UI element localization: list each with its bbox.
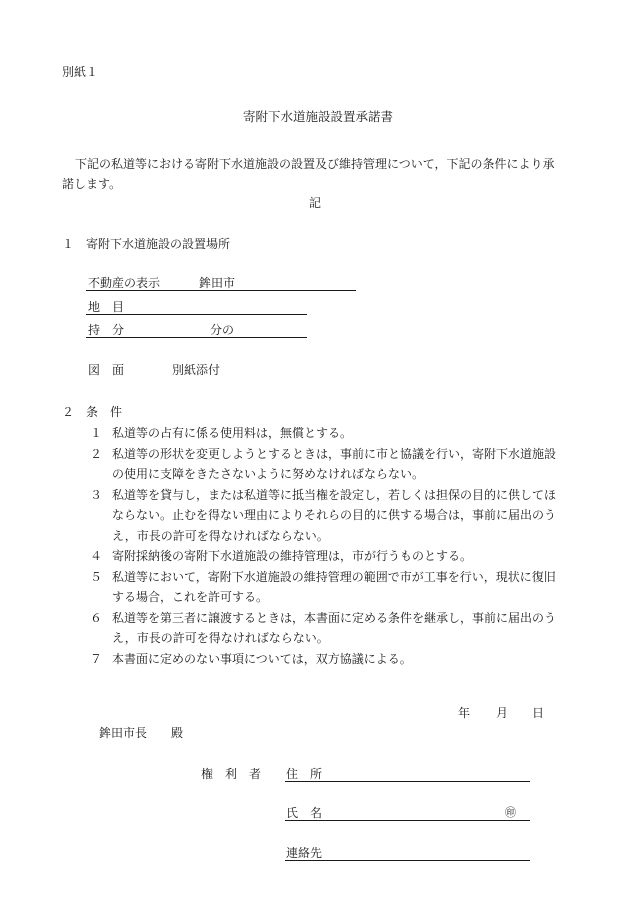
share-value: 分の — [210, 323, 235, 337]
ki-heading: 記 — [309, 196, 322, 210]
land-underline[interactable] — [86, 299, 307, 315]
attachment-label: 別紙１ — [62, 65, 99, 79]
land-label: 地 目 — [88, 300, 125, 314]
share-underline[interactable] — [86, 322, 307, 338]
condition-text-line: 本書面に定めのない事項については，双方協議による。 — [112, 651, 412, 666]
condition-text-line: 私道等の形状を変更しようとするときは，事前に市と協議を行い，寄附下水道施設 — [112, 446, 557, 461]
condition-text-line: え，市長の許可を得なければならない。 — [112, 528, 329, 543]
condition-number: ５ — [90, 569, 103, 584]
address-label: 住 所 — [286, 767, 323, 781]
contact-field[interactable] — [285, 845, 530, 861]
share-label: 持 分 — [88, 323, 125, 337]
section2-heading: ２ 条 件 — [62, 405, 123, 419]
condition-text-line: 私道等を貸与し，または私道等に抵当権を設定し，若しくは担保の目的に供してほ — [112, 487, 557, 502]
addressee: 鉾田市長 殿 — [99, 726, 184, 740]
drawing-label: 図 面 — [88, 363, 125, 377]
condition-text-line: 私道等において，寄附下水道施設の維持管理の範囲で市が工事を行い，現状に復旧 — [112, 569, 556, 584]
date-year: 年 — [458, 706, 471, 720]
section1-heading: １ 寄附下水道施設の設置場所 — [62, 237, 231, 251]
seal-mark: ㊞ — [505, 806, 516, 819]
condition-text-line: 私道等を第三者に譲渡するときは，本書面に定める条件を継承し，事前に届出のう — [112, 610, 557, 625]
name-label: 氏 名 — [286, 806, 323, 820]
condition-number: ６ — [90, 610, 103, 625]
name-field[interactable] — [285, 805, 530, 821]
property-label: 不動産の表示 — [88, 276, 161, 290]
drawing-value: 別紙添付 — [172, 363, 221, 377]
document-title: 寄附下水道施設設置承諾書 — [243, 109, 394, 124]
condition-text-line: 寄附採納後の寄附下水道施設の維持管理は，市が行うものとする。 — [112, 549, 473, 563]
address-field[interactable] — [285, 766, 530, 782]
condition-number: ７ — [90, 651, 103, 666]
contact-label: 連絡先 — [286, 846, 323, 860]
condition-text-line: え，市長の許可を得なければならない。 — [112, 631, 329, 645]
date-month: 月 — [496, 706, 509, 720]
condition-text-line: の使用に支障をきたさないように努めなければならない。 — [112, 467, 425, 481]
condition-number: ３ — [90, 487, 103, 502]
condition-text-line: ならない。止むを得ない理由によりそれらの目的に供する場合は，事前に届出のう — [112, 508, 557, 522]
condition-number: ４ — [90, 549, 103, 563]
condition-number: ２ — [90, 446, 103, 461]
rights-holder-label: 権 利 者 — [201, 767, 262, 781]
property-underline[interactable] — [86, 275, 356, 291]
condition-text-line: 私道等の占有に係る使用料は，無償とする。 — [112, 426, 353, 440]
condition-number: １ — [90, 426, 103, 440]
intro-line-1: 下記の私道等における寄附下水道施設の設置及び維持管理について，下記の条件により承 — [75, 157, 555, 171]
property-value: 鉾田市 — [199, 276, 236, 290]
intro-line-2: 諾します。 — [62, 177, 122, 191]
condition-text-line: する場合，これを許可する。 — [112, 590, 269, 604]
date-day: 日 — [532, 706, 545, 720]
